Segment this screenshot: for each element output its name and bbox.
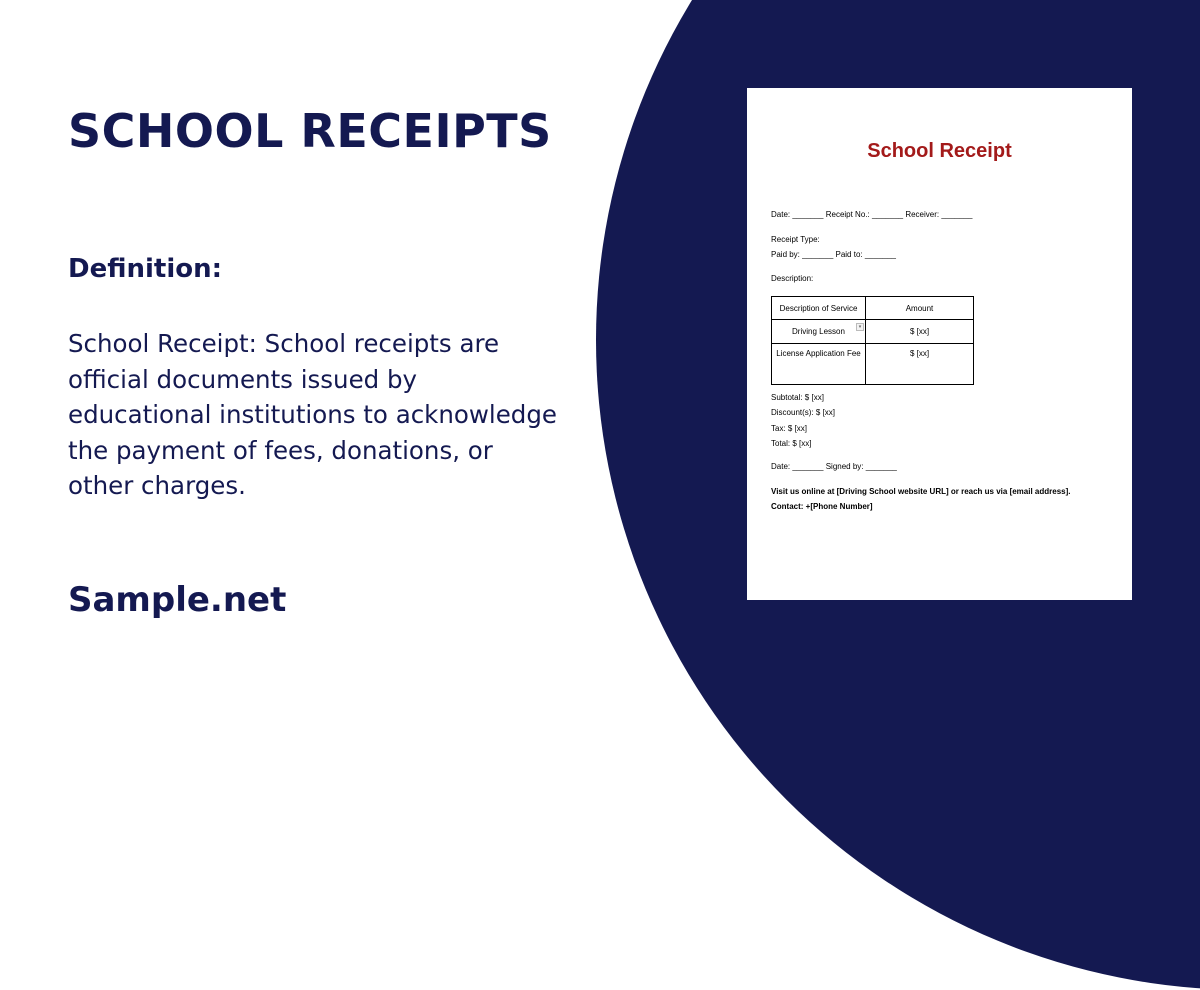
table-header-cell: Description of Service — [772, 297, 866, 320]
brand-logo-text: Sample.net — [68, 580, 287, 620]
table-row — [772, 320, 974, 344]
left-panel — [0, 0, 600, 675]
table-cell: License Application Fee — [772, 344, 866, 385]
receipt-tax: Tax: $ [xx] — [771, 424, 808, 433]
receipt-info-line: Date: _______ Receipt No.: _______ Receiver: _______ — [771, 210, 973, 219]
receipt-type-label: Receipt Type: — [771, 235, 820, 244]
receipt-discounts: Discount(s): $ [xx] — [771, 408, 836, 417]
receipt-document-preview — [747, 88, 1132, 600]
table-row — [772, 344, 974, 385]
definition-heading: Definition: — [68, 254, 223, 284]
service-name: Driving Lesson — [792, 327, 845, 336]
page-title: SCHOOL RECEIPTS — [68, 104, 552, 158]
table-cell — [772, 320, 866, 344]
receipt-subtotal: Subtotal: $ [xx] — [771, 393, 824, 402]
dropdown-handle-icon: ▾ — [856, 323, 864, 331]
services-table — [771, 296, 974, 385]
receipt-sign-line: Date: _______ Signed by: _______ — [771, 462, 897, 471]
receipt-title: School Receipt — [867, 140, 1012, 162]
receipt-footer-contact: Contact: +[Phone Number] — [771, 502, 873, 511]
table-cell: $ [xx] — [866, 344, 974, 385]
receipt-description-label: Description: — [771, 274, 814, 283]
table-cell: $ [xx] — [866, 320, 974, 344]
receipt-total: Total: $ [xx] — [771, 439, 812, 448]
definition-text: School Receipt: School receipts are official documents issued by educational institutions to acknowledge the payment of fees, donations, or other charges. — [68, 329, 557, 500]
receipt-footer-visit: Visit us online at [Driving School website URL] or reach us via [email address]. — [771, 487, 1071, 496]
table-header-row — [772, 297, 974, 320]
receipt-paid-line: Paid by: _______ Paid to: _______ — [771, 250, 896, 259]
table-header-cell: Amount — [866, 297, 974, 320]
